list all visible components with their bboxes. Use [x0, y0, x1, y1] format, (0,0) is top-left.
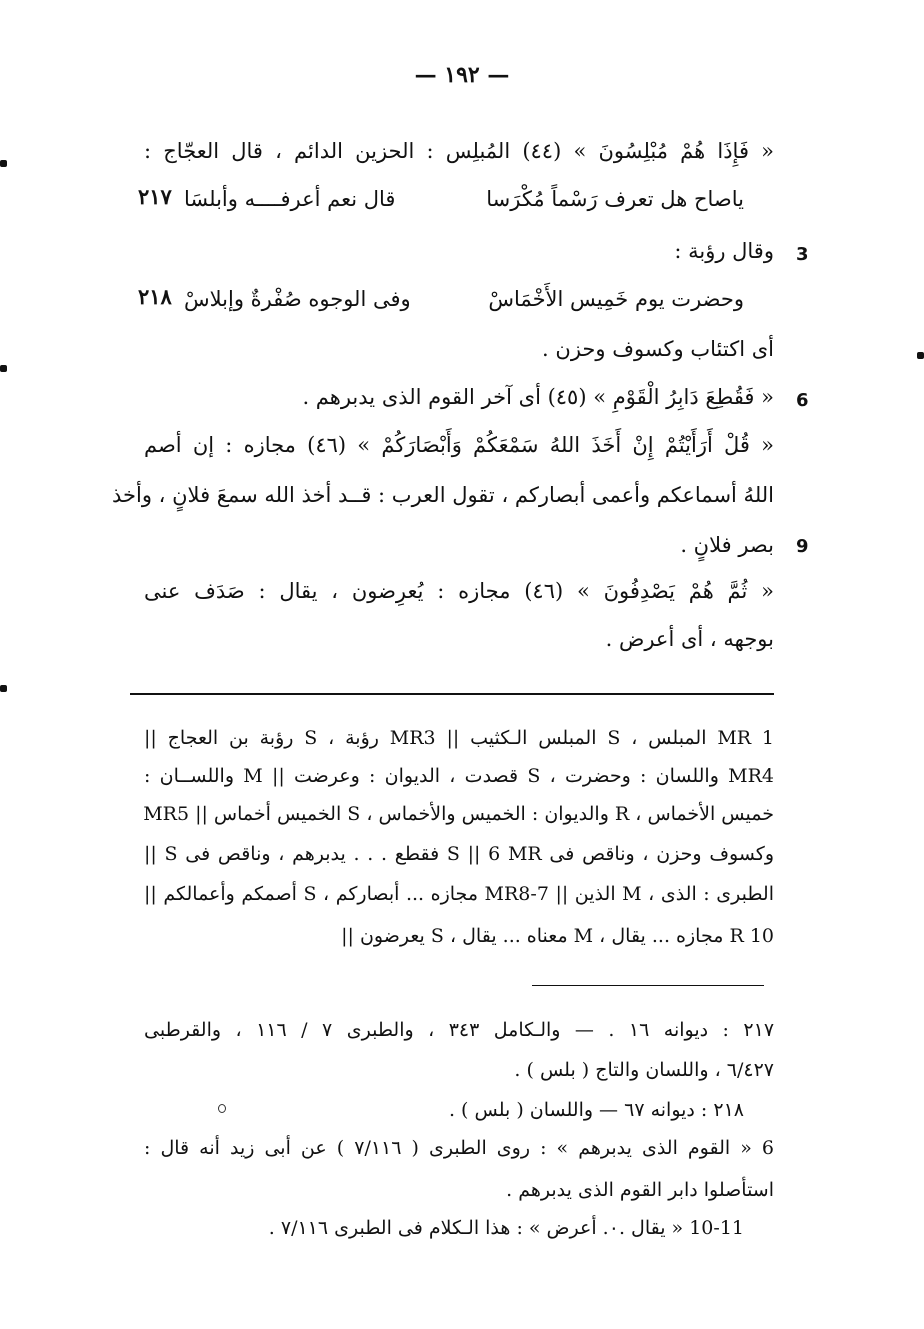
footnote-218: ٢١٨ : ديوانه ٦٧ — واللسان ( بلس ) .: [448, 1099, 744, 1121]
scan-mark: [917, 352, 924, 359]
footnote-6-line-1: 6 « القوم الذى يدبرهم » : روى الطبرى ( ٧/١١٦ ) عن أبى زيد أنه قال :: [144, 1137, 774, 1159]
text-line-11: بوجهه ، أى أعرض .: [605, 627, 774, 651]
text-line-8: اللهُ أسماعكم وأعمى أبصاركم ، تقول العرب : قــد أخذ الله سمعَ فلانٍ ، وأخذ: [112, 483, 774, 507]
separator-rule-1: [130, 693, 774, 695]
text-line-3: وقال رؤبة :: [674, 239, 774, 263]
apparatus-line-6: 10 R مجازه ... يقال ، M معناه ... يقال ، S يعرضون ||: [341, 925, 774, 947]
verse-217: [184, 184, 744, 214]
footnote-6-line-2: استأصلوا دابر القوم الذى يدبرهم .: [506, 1179, 774, 1201]
text-line-10: « ثُمَّ هُمْ يَصْدِفُونَ » (٤٦) مجازه : يُعرِضون ، يقال : صَدَف عنى: [144, 579, 774, 603]
line-marker-3: 3: [796, 244, 809, 265]
verse-218-second-hemistich: وفى الوجوه صُفْرةٌ وإبلاسْ: [184, 287, 411, 311]
verse-number-217: ٢١٧: [138, 184, 172, 209]
apparatus-line-3: خميس الأخماس ، R والديوان : الخميس والأخماس ، S الخميس أخماس || MR5: [143, 803, 774, 825]
verse-218: [184, 284, 744, 314]
apparatus-line-1: 1 MR المبلس ، S المبلس الـكثيب || MR3 رؤبة ، S رؤبة بن العجاج ||: [144, 727, 775, 749]
text-line-6: « فَقُطِعَ دَابِرُ الْقَوْمِ » (٤٥) أى آخر القوم الذى يدبرهم .: [302, 385, 774, 409]
text-line-9: بصر فلانٍ .: [680, 533, 774, 557]
verse-218-first-hemistich: وحضرت يوم خَمِيس الأَخْمَاسْ: [488, 287, 744, 311]
verse-217-first-hemistich: ياصاح هل تعرف رَسْماً مُكْرَسا: [486, 187, 744, 211]
text-line-7: « قُلْ أَرَأَيْتُمْ إِنْ أَخَذَ اللهُ سَمْعَكُمْ وَأَبْصَارَكُمْ » (٤٦) مجازه : إن أصم: [144, 433, 774, 457]
line-marker-9: 9: [796, 536, 809, 557]
separator-rule-2: [532, 985, 764, 986]
apparatus-line-2: MR4 واللسان : وحضرت ، S قصدت ، الديوان : وعرضت || M واللســان :: [144, 765, 774, 787]
scan-mark: [0, 160, 7, 167]
text-line-5: أى اكتئاب وكسوف وحزن .: [542, 337, 774, 361]
scan-mark: [0, 365, 7, 372]
footnote-217-line-2: ٦/٤٢٧ ، واللسان والتاج ( بلس ) .: [514, 1059, 774, 1081]
verse-217-second-hemistich: قال نعم أعرفــــه وأبلسَا: [184, 187, 396, 211]
scan-speck: [218, 1104, 226, 1113]
line-marker-6: 6: [796, 390, 809, 411]
apparatus-line-5: الطبرى : الذى ، M الذين || MR8-7 مجازه ... أبصاركم ، S أصمكم وأعمالكم ||: [144, 883, 774, 905]
text-line-1: « فَإِذَا هُمْ مُبْلِسُونَ » (٤٤) المُبلِس : الحزين الدائم ، قال العجّاج :: [144, 139, 774, 163]
verse-number-218: ٢١٨: [138, 284, 172, 309]
page-number: — ١٩٢ —: [414, 62, 510, 88]
scan-mark: [0, 685, 7, 692]
footnote-10-11: 10-11 « يقال .٠. أعرض » : هذا الـكلام فى الطبرى ٧/١١٦ .: [268, 1217, 744, 1239]
apparatus-line-4: وكسوف وحزن ، وناقص فى S || 6 MR فقطع . . . يدبرهم ، وناقص فى S ||: [144, 843, 775, 865]
footnote-217-line-1: ٢١٧ : ديوانه ١٦ . — والـكامل ٣٤٣ ، والطبرى ٧ / ١١٦ ، والقرطبى: [144, 1019, 775, 1041]
